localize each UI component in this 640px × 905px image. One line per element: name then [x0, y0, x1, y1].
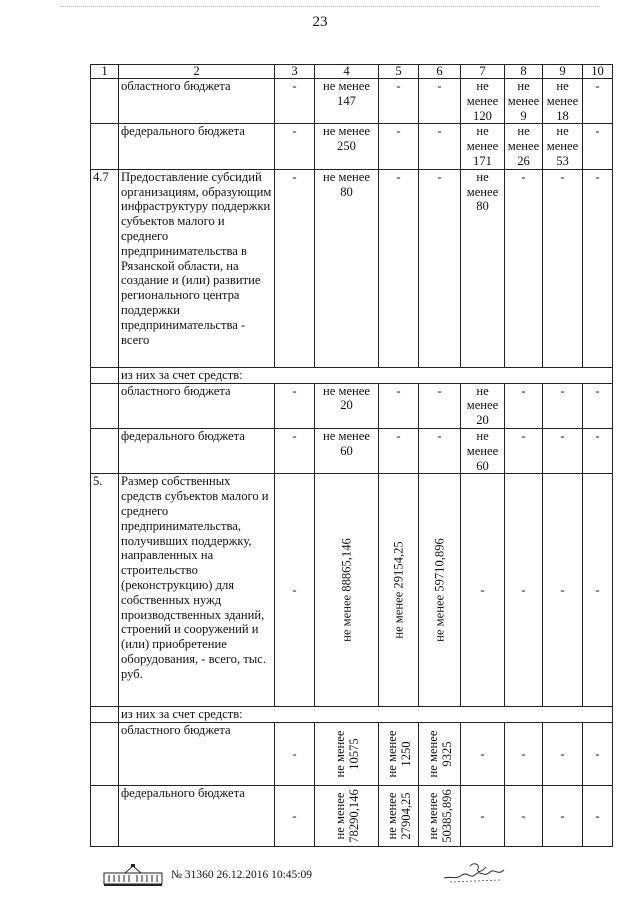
cell: -	[543, 474, 583, 707]
header-cell: 6	[419, 65, 461, 79]
cell: -	[583, 786, 613, 847]
cell: -	[505, 169, 543, 367]
cell-vertical: не менее 10575	[332, 730, 361, 778]
cell: -	[419, 169, 461, 367]
header-cell: 10	[583, 65, 613, 79]
cell: -	[379, 124, 419, 169]
row-label: из них за счет средств:	[119, 707, 613, 723]
signature-mark	[440, 856, 510, 886]
cell: -	[505, 474, 543, 707]
cell: -	[543, 786, 583, 847]
cell: -	[379, 383, 419, 428]
cell: -	[461, 786, 505, 847]
cell: не менее 120	[461, 79, 505, 124]
cell: -	[275, 474, 315, 707]
cell: -	[379, 79, 419, 124]
cell-vertical: не менее 59710,896	[432, 538, 447, 643]
cell: -	[583, 124, 613, 169]
page-number: 23	[312, 14, 328, 30]
row-label: из них за счет средств:	[119, 367, 613, 383]
header-cell: 7	[461, 65, 505, 79]
cell: -	[275, 383, 315, 428]
cell: -	[275, 786, 315, 847]
cell: не менее 250	[315, 124, 379, 169]
cell-vertical: не менее 88865,146	[339, 538, 354, 643]
table-row	[91, 383, 613, 428]
table-row	[91, 367, 613, 383]
cell-vertical: не менее 50385,896	[425, 789, 454, 843]
cell: -	[505, 723, 543, 786]
header-cell: 4	[315, 65, 379, 79]
cell: -	[419, 383, 461, 428]
header-cell: 8	[505, 65, 543, 79]
cell: не менее 171	[461, 124, 505, 169]
cell: не менее 20	[315, 383, 379, 428]
cell: не менее 9	[505, 79, 543, 124]
cell: -	[275, 428, 315, 473]
cell: -	[583, 169, 613, 367]
cell: -	[461, 723, 505, 786]
cell: не менее 26	[505, 124, 543, 169]
cell: не менее 80	[315, 169, 379, 367]
cell: -	[461, 474, 505, 707]
cell: -	[379, 169, 419, 367]
cell: -	[583, 723, 613, 786]
table-row	[91, 786, 613, 847]
row-label: Размер собственных средств субъектов малого и среднего предпринимательства, получивших поддержку, направленных на строительство (реконструкцию) для собственных нужд производственных зданий, строений и сооружений и (или) приобретение оборудования, - всего, тыс. руб.	[119, 474, 275, 707]
header-cell: 3	[275, 65, 315, 79]
cell: -	[505, 786, 543, 847]
cell-vertical: не менее 9325	[425, 730, 454, 778]
cell: -	[543, 383, 583, 428]
cell: -	[583, 474, 613, 707]
cell: не менее 18	[543, 79, 583, 124]
header-row	[91, 65, 613, 79]
cell: -	[583, 428, 613, 473]
cell: -	[505, 383, 543, 428]
cell-vertical: не менее 1250	[384, 730, 413, 778]
cell-vertical: не менее 29154,25	[391, 541, 406, 640]
row-number: 4.7	[91, 169, 119, 367]
building-logo-icon	[103, 864, 163, 886]
cell: -	[543, 428, 583, 473]
row-label: Предоставление субсидий организациям, образующим инфраструктуру поддержки субъектов малого и среднего предпринимательства в Рязанской области, на создание и (или) развитие регионального центра поддержки предпринимательства - всего	[119, 169, 275, 367]
header-cell: 2	[119, 65, 275, 79]
row-number: 5.	[91, 474, 119, 707]
row-label: федерального бюджета	[119, 428, 275, 473]
cell: не менее 60	[315, 428, 379, 473]
cell: -	[275, 79, 315, 124]
table-row	[91, 79, 613, 124]
cell: -	[275, 723, 315, 786]
cell: не менее 80	[461, 169, 505, 367]
cell: -	[583, 79, 613, 124]
cell: -	[419, 79, 461, 124]
cell: -	[275, 124, 315, 169]
table-row	[91, 707, 613, 723]
budget-table	[90, 64, 613, 847]
cell: -	[543, 169, 583, 367]
cell: -	[505, 428, 543, 473]
footer-stamp	[103, 864, 312, 886]
cell: не менее 60	[461, 428, 505, 473]
header-cell: 5	[379, 65, 419, 79]
cell: -	[419, 124, 461, 169]
cell: -	[543, 723, 583, 786]
cell: не менее 20	[461, 383, 505, 428]
header-cell: 9	[543, 65, 583, 79]
table-row	[91, 474, 613, 707]
row-label: федерального бюджета	[119, 786, 275, 847]
row-label: областного бюджета	[119, 79, 275, 124]
cell: не менее 147	[315, 79, 379, 124]
row-label: федерального бюджета	[119, 124, 275, 169]
header-cell: 1	[91, 65, 119, 79]
cell-vertical: не менее 27904,25	[384, 792, 413, 840]
cell-vertical: не менее 78290,146	[332, 789, 361, 843]
table-row	[91, 169, 613, 367]
row-label: областного бюджета	[119, 383, 275, 428]
table-row	[91, 723, 613, 786]
cell: -	[419, 428, 461, 473]
table-row	[91, 428, 613, 473]
cell: -	[379, 428, 419, 473]
table-row	[91, 124, 613, 169]
cell: -	[583, 383, 613, 428]
document-number: № 31360 26.12.2016 10:45:09	[171, 869, 312, 881]
top-rule	[60, 6, 600, 7]
cell: не менее 53	[543, 124, 583, 169]
row-label: областного бюджета	[119, 723, 275, 786]
cell: -	[275, 169, 315, 367]
